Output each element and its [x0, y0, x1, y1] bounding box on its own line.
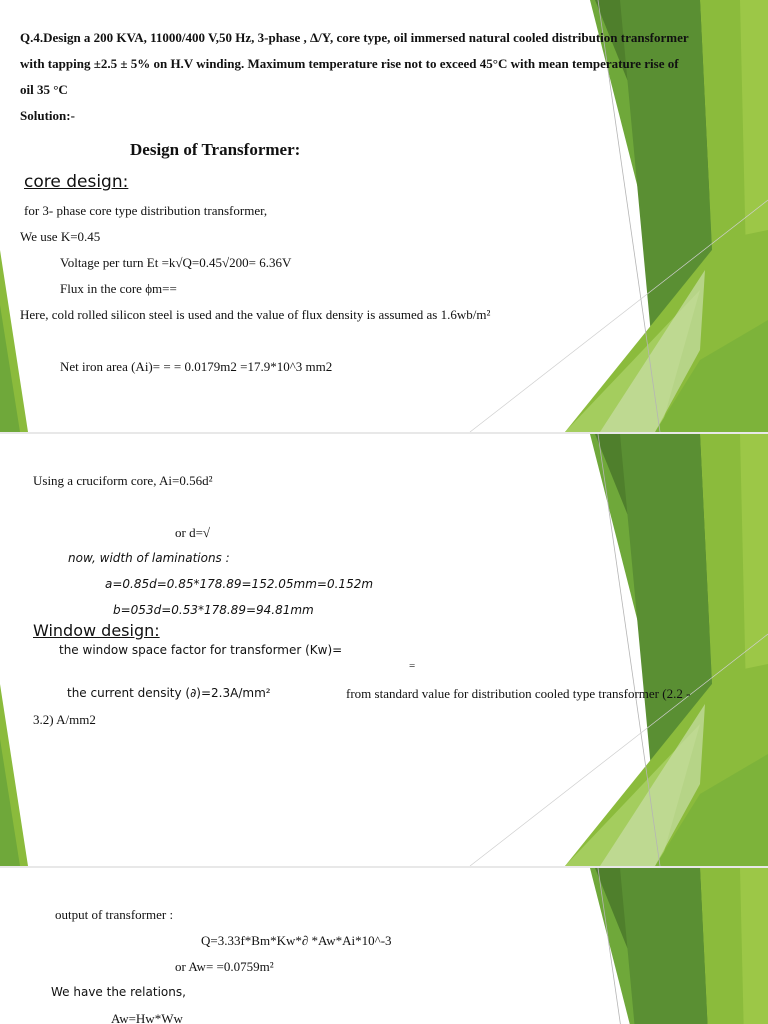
core-intro-text: for 3- phase core type distribution transformer, — [24, 203, 268, 218]
design-title: Design of Transformer: — [130, 140, 301, 159]
b-lamination-equation: b=053d=0.53*178.89=94.81mm — [113, 603, 314, 617]
slide-1 — [0, 0, 768, 432]
standard-value-text: from standard value for distribution cooled type transformer (2.2 - — [346, 686, 691, 701]
relations-label: We have the relations, — [51, 985, 186, 999]
aw-hw-ww-equation: Aw=Hw*Ww — [111, 1011, 183, 1024]
net-iron-area-text: Net iron area (Ai)= = = 0.0179m2 =17.9*10^3 mm2 — [60, 359, 333, 374]
voltage-per-turn-text: Voltage per turn Et =k√Q=0.45√200= 6.36V — [60, 255, 292, 270]
window-space-factor-text: the window space factor for transformer (Kw)= — [59, 643, 343, 657]
cruciform-core-text: Using a cruciform core, Ai=0.56d² — [33, 473, 213, 488]
flux-in-core-text: Flux in the core ϕm== — [60, 281, 177, 296]
current-density-range-text: 3.2) A/mm2 — [33, 712, 96, 727]
a-lamination-equation: a=0.85d=0.85*178.89=152.05mm=0.152m — [105, 577, 374, 591]
window-design-heading: Window design: — [33, 621, 160, 640]
equals-sign: = — [409, 660, 416, 672]
k-constant-text: We use K=0.45 — [20, 229, 101, 244]
current-density-text: the current density (∂)=2.3A/mm² — [67, 686, 271, 700]
slide-2 — [0, 434, 768, 866]
question-line-1: Q.4.Design a 200 KVA, 11000/400 V,50 Hz, 3-phase , Δ/Y, core type, oil immersed natural cooled distribution transformer — [20, 30, 689, 45]
diameter-formula-text: or d=√ — [175, 525, 211, 540]
output-equation: Q=3.33f*Bm*Kw*∂ *Aw*Ai*10^-3 — [201, 933, 392, 948]
output-label: output of transformer : — [55, 907, 174, 922]
window-area-equation: or Aw= =0.0759m² — [175, 959, 274, 974]
slide-3 — [0, 868, 768, 1024]
lamination-width-label: now, width of laminations : — [68, 551, 230, 565]
question-line-2: with tapping ±2.5 ± 5% on H.V winding. Maximum temperature rise not to exceed 45°C with mean temperature rise of — [20, 56, 679, 71]
core-design-heading: core design: — [24, 172, 129, 192]
flux-density-text: Here, cold rolled silicon steel is used and the value of flux density is assumed as 1.6wb/m² — [20, 307, 491, 322]
solution-label: Solution:- — [20, 108, 75, 123]
question-line-3: oil 35 °C — [20, 82, 68, 97]
